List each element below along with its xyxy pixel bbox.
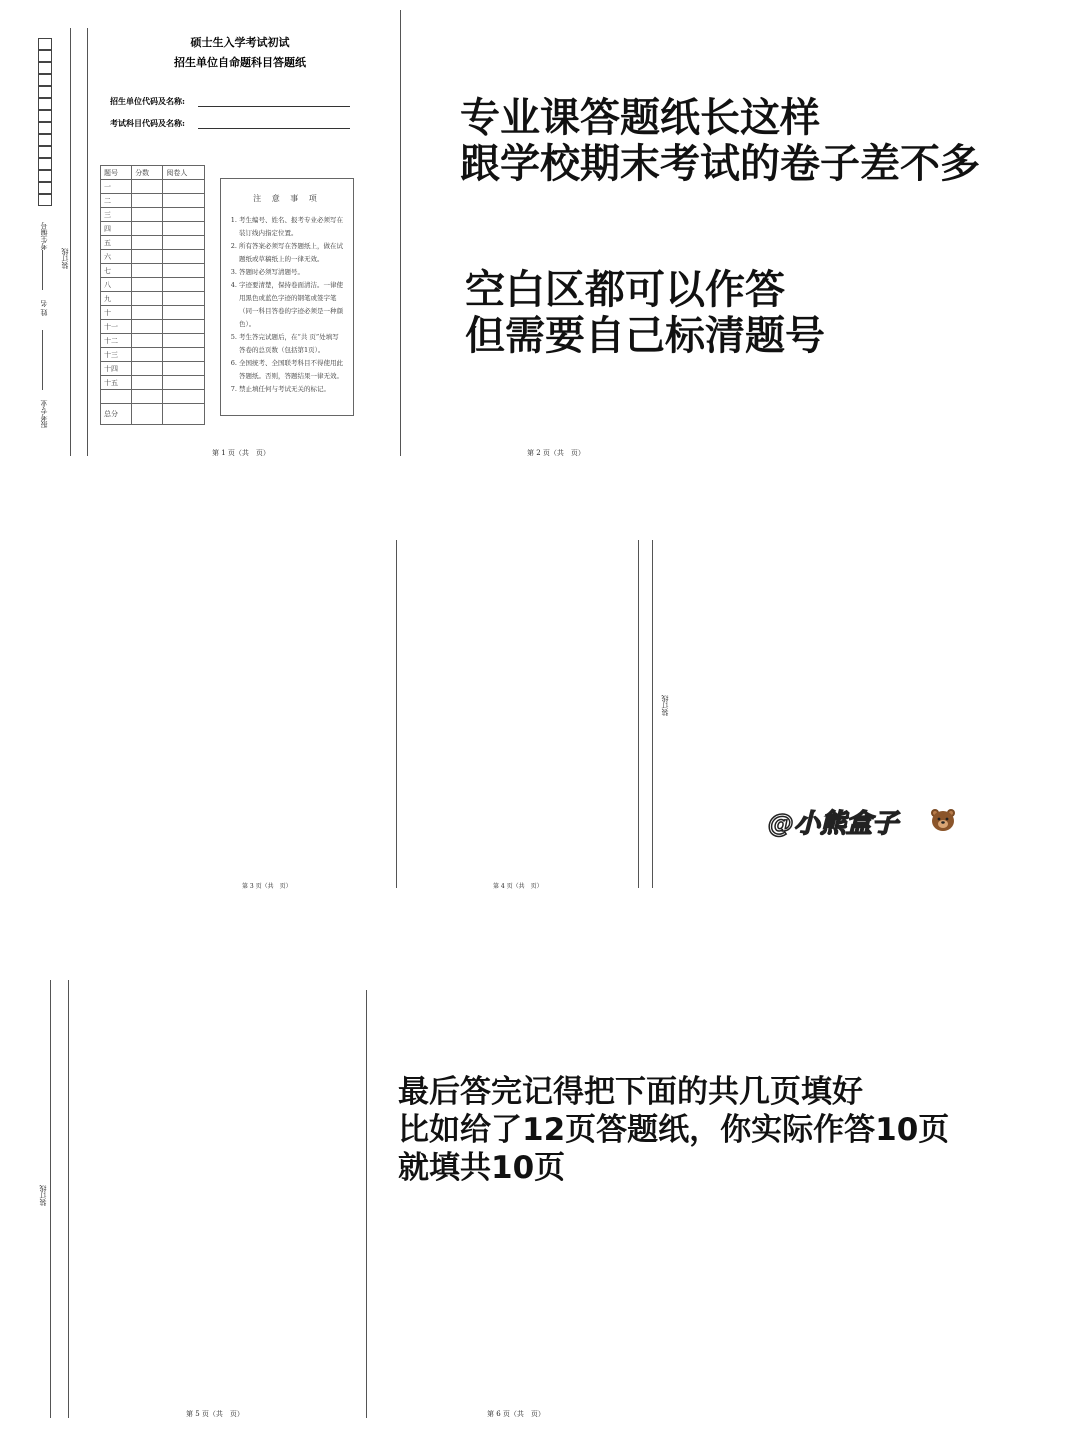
exam-number-box[interactable] (38, 62, 52, 74)
institution-field-line[interactable] (198, 106, 350, 107)
grader-cell[interactable] (163, 334, 205, 348)
subject-field-line[interactable] (198, 128, 350, 129)
exam-number-box[interactable] (38, 182, 52, 194)
table-header-cell: 阅卷人 (163, 166, 205, 180)
table-row (101, 320, 205, 334)
page-footer-6: 第 6 页（共 页） (487, 1410, 545, 1418)
score-cell[interactable] (132, 236, 163, 250)
caption-3-line-1: 最后答完记得把下面的共几页填好 (398, 1074, 863, 1110)
question-number-cell: 八 (101, 278, 132, 292)
grader-cell[interactable] (163, 222, 205, 236)
notice-item: 5. 考生答完试题后，在“共 页”处填写答卷的总页数（包括第1页）。 (239, 331, 345, 357)
table-row (101, 278, 205, 292)
grader-cell[interactable] (163, 376, 205, 390)
score-cell[interactable] (132, 264, 163, 278)
table-header-cell: 分数 (132, 166, 163, 180)
score-cell[interactable] (132, 404, 163, 425)
question-number-cell: 十一 (101, 320, 132, 334)
table-header-cell: 题号 (101, 166, 132, 180)
score-cell[interactable] (132, 390, 163, 404)
table-row (101, 376, 205, 390)
grader-cell[interactable] (163, 292, 205, 306)
watermark-text: @小熊盒子 (768, 809, 899, 839)
page-footer-2: 第 2 页（共 页） (527, 449, 585, 457)
caption-1-line-2: 跟学校期末考试的卷子差不多 (460, 141, 980, 187)
table-row (101, 222, 205, 236)
grader-cell[interactable] (163, 320, 205, 334)
table-row (101, 390, 205, 404)
table-row (101, 292, 205, 306)
question-number-cell: 十二 (101, 334, 132, 348)
score-cell[interactable] (132, 222, 163, 236)
score-cell[interactable] (132, 194, 163, 208)
major-underline (42, 330, 43, 390)
binding-label-row2: 装订线 (661, 695, 669, 716)
table-row (101, 334, 205, 348)
score-cell[interactable] (132, 208, 163, 222)
side-label-binding: 装订线 (61, 248, 69, 269)
caption-2-line-1: 空白区都可以作答 (465, 267, 785, 313)
sheet-title-line-2: 招生单位自命题科目答题纸 (174, 56, 306, 69)
table-row (101, 362, 205, 376)
notice-title: 注 意 事 项 (253, 194, 321, 203)
table-header-row (101, 166, 205, 180)
sheet-title-line-1: 硕士生入学考试初试 (190, 36, 290, 49)
table-row (101, 306, 205, 320)
notice-list (221, 214, 353, 396)
score-cell[interactable] (132, 306, 163, 320)
score-cell[interactable] (132, 334, 163, 348)
question-number-cell: 总分 (101, 404, 132, 425)
question-number-cell: 五 (101, 236, 132, 250)
notice-item: 7. 禁止填任何与考试无关的标记。 (239, 383, 345, 396)
question-number-cell: 四 (101, 222, 132, 236)
question-number-cell: 十四 (101, 362, 132, 376)
notice-item: 3. 答题时必须写清题号。 (239, 266, 345, 279)
grader-cell[interactable] (163, 390, 205, 404)
name-underline (42, 250, 43, 290)
exam-number-box[interactable] (38, 158, 52, 170)
table-row (101, 236, 205, 250)
question-number-cell: 一 (101, 180, 132, 194)
institution-field-label: 招生单位代码及名称: (110, 96, 185, 106)
grader-cell[interactable] (163, 194, 205, 208)
score-cell[interactable] (132, 278, 163, 292)
grader-cell[interactable] (163, 250, 205, 264)
score-cell[interactable] (132, 348, 163, 362)
score-cell[interactable] (132, 320, 163, 334)
exam-number-box[interactable] (38, 74, 52, 86)
question-number-cell: 十五 (101, 376, 132, 390)
exam-number-box[interactable] (38, 134, 52, 146)
exam-number-box[interactable] (38, 122, 52, 134)
page-footer-5: 第 5 页（共 页） (186, 1410, 244, 1418)
question-number-cell: 二 (101, 194, 132, 208)
caption-3-line-3: 就填共10页 (398, 1150, 566, 1186)
question-number-cell: 十 (101, 306, 132, 320)
score-cell[interactable] (132, 292, 163, 306)
question-number-cell: 十三 (101, 348, 132, 362)
side-label-name: 姓 名 (40, 300, 48, 317)
table-row (101, 348, 205, 362)
grader-cell[interactable] (163, 306, 205, 320)
exam-number-box[interactable] (38, 86, 52, 98)
caption-1-line-1: 专业课答题纸长这样 (460, 95, 820, 141)
grader-cell[interactable] (163, 180, 205, 194)
side-label-major: 报考专业 (40, 400, 48, 428)
page-footer-1: 第 1 页（共 页） (212, 449, 270, 457)
question-number-cell: 六 (101, 250, 132, 264)
question-number-cell: 三 (101, 208, 132, 222)
side-label-exam-no: 考生编号 (40, 222, 48, 250)
question-number-cell: 七 (101, 264, 132, 278)
grader-cell[interactable] (163, 208, 205, 222)
score-cell[interactable] (132, 250, 163, 264)
table-row (101, 404, 205, 425)
exam-number-box[interactable] (38, 170, 52, 182)
caption-2-line-2: 但需要自己标清题号 (465, 313, 825, 359)
table-row (101, 250, 205, 264)
table-row (101, 180, 205, 194)
notice-item: 4. 字迹要清楚，保持卷面清洁。一律使用黑色或蓝色字迹的钢笔或签字笔（同一科目答卷的字迹必须是一种颜色）。 (239, 279, 345, 331)
score-table (100, 165, 205, 425)
notice-item: 6. 全国统考、全国联考科目不得使用此答题纸。否则，答题结果一律无效。 (239, 357, 345, 383)
grader-cell[interactable] (163, 404, 205, 425)
grader-cell[interactable] (163, 348, 205, 362)
score-cell[interactable] (132, 362, 163, 376)
exam-number-box[interactable] (38, 146, 52, 158)
notice-item: 1. 考生编号、姓名、报考专业必须写在装订线内指定位置。 (239, 214, 345, 240)
exam-number-box[interactable] (38, 194, 52, 206)
exam-number-box[interactable] (38, 50, 52, 62)
question-number-cell (101, 390, 132, 404)
binding-label-row3: 装订线 (39, 1185, 47, 1206)
table-row (101, 264, 205, 278)
grader-cell[interactable] (163, 278, 205, 292)
table-row (101, 208, 205, 222)
grader-cell[interactable] (163, 264, 205, 278)
score-cell[interactable] (132, 376, 163, 390)
exam-number-box[interactable] (38, 98, 52, 110)
page-footer-3: 第 3 页（共 页） (242, 883, 292, 890)
table-row (101, 194, 205, 208)
grader-cell[interactable] (163, 236, 205, 250)
caption-3-line-2: 比如给了12页答题纸，你实际作答10页 (398, 1112, 950, 1148)
page-footer-4: 第 4 页（共 页） (493, 883, 543, 890)
notice-box (220, 178, 354, 416)
grader-cell[interactable] (163, 362, 205, 376)
question-number-cell: 九 (101, 292, 132, 306)
subject-field-label: 考试科目代码及名称: (110, 118, 185, 128)
score-cell[interactable] (132, 180, 163, 194)
bear-emoji-icon (930, 808, 956, 832)
exam-number-box[interactable] (38, 38, 52, 50)
notice-item: 2. 所有答案必须写在答题纸上，做在试题纸或草稿纸上的一律无效。 (239, 240, 345, 266)
exam-number-box[interactable] (38, 110, 52, 122)
